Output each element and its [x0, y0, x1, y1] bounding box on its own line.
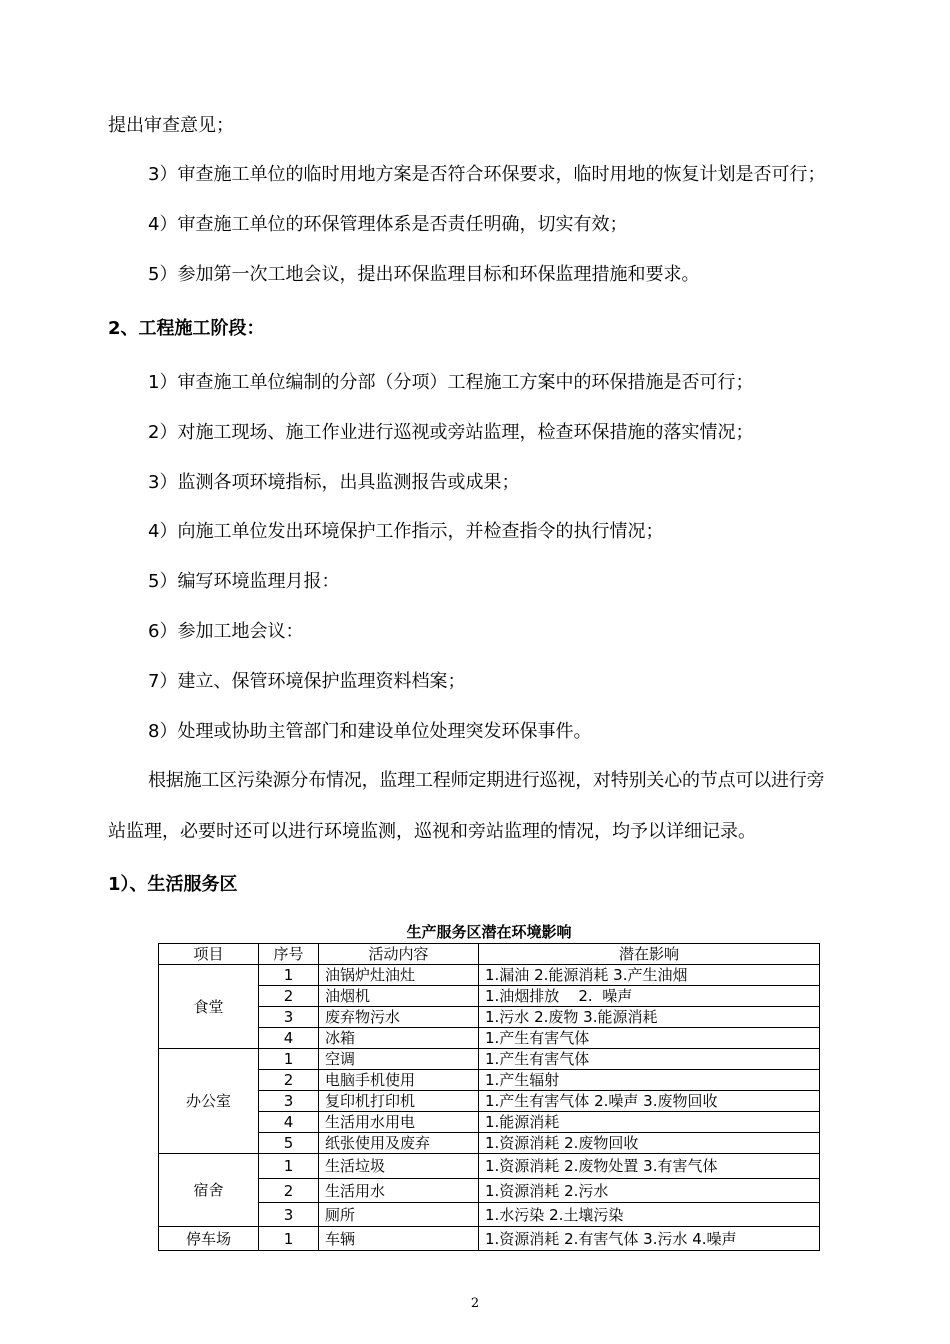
cell-seq: 3 [259, 1007, 319, 1028]
cell-activity: 生活垃圾 [319, 1154, 479, 1179]
cell-activity: 车辆 [319, 1227, 479, 1251]
cell-activity: 生活用水用电 [319, 1112, 479, 1133]
section-heading-construction: 2、工程施工阶段： [108, 318, 265, 339]
cell-impact: 1.漏油 2.能源消耗 3.产生油烟 [479, 965, 820, 986]
cell-impact: 1.资源消耗 2.污水 [479, 1179, 820, 1203]
cell-activity: 电脑手机使用 [319, 1070, 479, 1091]
cell-activity: 空调 [319, 1049, 479, 1070]
table-row [159, 1070, 820, 1091]
table-row [159, 1133, 820, 1154]
cell-activity: 油烟机 [319, 986, 479, 1007]
cell-activity: 厕所 [319, 1203, 479, 1227]
header-activity: 活动内容 [319, 944, 479, 965]
table-row [159, 1112, 820, 1133]
cell-seq: 1 [259, 1154, 319, 1179]
table-row [159, 1179, 820, 1203]
cell-impact: 1.能源消耗 [479, 1112, 820, 1133]
table-row [159, 1091, 820, 1112]
table-row [159, 986, 820, 1007]
table-row [159, 1007, 820, 1028]
body-paragraph-line-2: 站监理，必要时还可以进行环境监测，巡视和旁站监理的情况，均予以详细记录。 [108, 821, 756, 842]
cell-activity: 油锅炉灶油灶 [319, 965, 479, 986]
cell-seq: 2 [259, 986, 319, 1007]
cell-activity: 冰箱 [319, 1028, 479, 1049]
list-item-3: 3）审查施工单位的临时用地方案是否符合环保要求，临时用地的恢复计划是否可行； [148, 164, 826, 185]
group-office: 办公室 [159, 1049, 259, 1154]
cell-impact: 1.污水 2.废物 3.能源消耗 [479, 1007, 820, 1028]
table-row [159, 1203, 820, 1227]
table-header-row [159, 944, 820, 965]
cell-activity: 生活用水 [319, 1179, 479, 1203]
section-heading-living-area: 1）、生活服务区 [108, 874, 238, 895]
cell-seq: 2 [259, 1179, 319, 1203]
list-item-4: 4）审查施工单位的环保管理体系是否责任明确，切实有效； [148, 214, 628, 235]
page-number: 2 [470, 1296, 480, 1311]
cell-impact: 1.水污染 2.土壤污染 [479, 1203, 820, 1227]
cell-seq: 3 [259, 1091, 319, 1112]
table-row [159, 1049, 820, 1070]
cell-impact: 1.资源消耗 2.有害气体 3.污水 4.噪声 [479, 1227, 820, 1251]
cell-impact: 1.资源消耗 2.废物回收 [479, 1133, 820, 1154]
environmental-impact-table [158, 943, 820, 1251]
header-seq: 序号 [259, 944, 319, 965]
list-item-5b: 5）编写环境监理月报： [148, 571, 340, 592]
list-item-3b: 3）监测各项环境指标，出具监测报告或成果； [148, 472, 520, 493]
list-item-8: 8）处理或协助主管部门和建设单位处理突发环保事件。 [148, 721, 592, 742]
cell-seq: 3 [259, 1203, 319, 1227]
table-row [159, 1154, 820, 1179]
list-item-6: 6）参加工地会议： [148, 621, 304, 642]
cell-impact: 1.产生有害气体 [479, 1028, 820, 1049]
list-item-5: 5）参加第一次工地会议，提出环保监理目标和环保监理措施和要求。 [148, 264, 700, 285]
group-dormitory: 宿舍 [159, 1154, 259, 1227]
list-item-2: 2）对施工现场、施工作业进行巡视或旁站监理，检查环保措施的落实情况； [148, 422, 754, 443]
cell-seq: 4 [259, 1112, 319, 1133]
list-item-4b: 4）向施工单位发出环境保护工作指示，并检查指令的执行情况； [148, 521, 664, 542]
table-row [159, 965, 820, 986]
cell-seq: 1 [259, 1049, 319, 1070]
cell-impact: 1.产生辐射 [479, 1070, 820, 1091]
cell-impact: 1.产生有害气体 2.噪声 3.废物回收 [479, 1091, 820, 1112]
cell-activity: 废弃物污水 [319, 1007, 479, 1028]
cell-impact: 1.资源消耗 2.废物处置 3.有害气体 [479, 1154, 820, 1179]
header-item: 项目 [159, 944, 259, 965]
list-item-7: 7）建立、保管环境保护监理资料档案； [148, 671, 466, 692]
table-row [159, 1227, 820, 1251]
table-row [159, 1028, 820, 1049]
body-paragraph-line-1: 根据施工区污染源分布情况，监理工程师定期进行巡视，对特别关心的节点可以进行旁 [148, 770, 825, 791]
cell-seq: 1 [259, 1227, 319, 1251]
cell-seq: 4 [259, 1028, 319, 1049]
cell-activity: 纸张使用及废弃 [319, 1133, 479, 1154]
cell-impact: 1.产生有害气体 [479, 1049, 820, 1070]
cell-seq: 2 [259, 1070, 319, 1091]
cell-activity: 复印机打印机 [319, 1091, 479, 1112]
cell-impact: 1.油烟排放 2. 噪声 [479, 986, 820, 1007]
group-parking: 停车场 [159, 1227, 259, 1251]
list-item-1: 1）审查施工单位编制的分部（分项）工程施工方案中的环保措施是否可行； [148, 372, 754, 393]
header-impact: 潜在影响 [479, 944, 820, 965]
paragraph-continuation: 提出审查意见； [108, 115, 234, 136]
table-title: 生产服务区潜在环境影响 [406, 923, 572, 941]
cell-seq: 1 [259, 965, 319, 986]
group-canteen: 食堂 [159, 965, 259, 1049]
cell-seq: 5 [259, 1133, 319, 1154]
